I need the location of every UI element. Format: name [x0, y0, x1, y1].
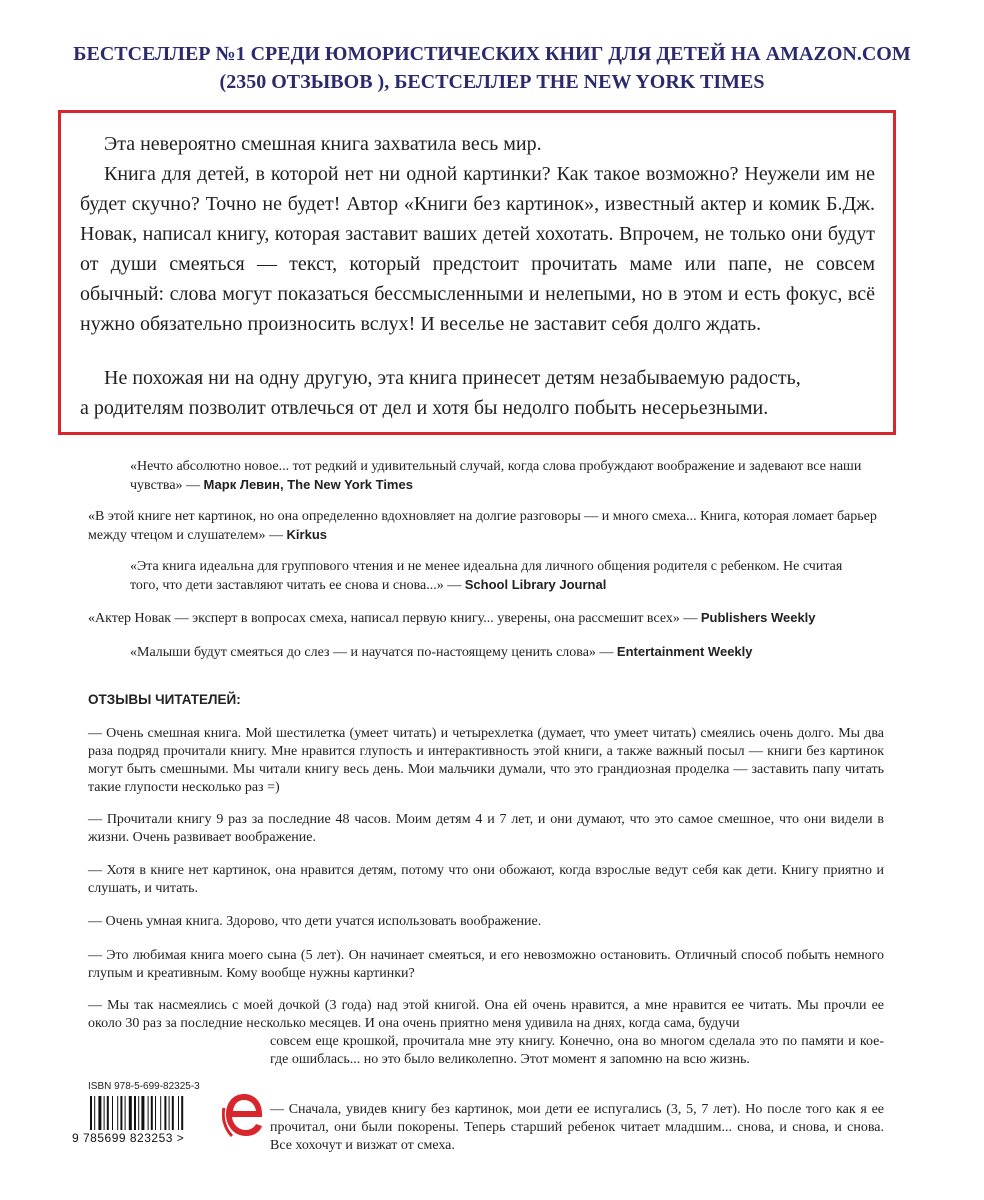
quote-nyt: «Нечто абсолютно новое... тот редкий и удивительный случай, когда слова пробуждают воображение и задевают все наши чувства» — Марк Левин, The New York Times [130, 459, 862, 493]
quote-publishers-weekly: «Актер Новак — эксперт в вопросах смеха, написал первую книгу... уверены, она рассмешит всех» — Publishers Weekly [88, 610, 816, 626]
description-paragraph-1: Эта невероятно смешная книга захватила весь мир. [104, 133, 542, 155]
quote-kirkus: «В этой книге нет картинок, но она определенно вдохновляет на долгие разговоры — и много смеха... Книга, которая ломает барьер между чтецом и слушателем» — Kirkus [88, 509, 877, 543]
reviews-heading: ОТЗЫВЫ ЧИТАТЕЛЕЙ: [88, 692, 241, 707]
quote-entertainment-weekly: «Малыши будут смеяться до слез — и научатся по-настоящему ценить слова» — Entertainment Weekly [130, 644, 753, 660]
barcode-bar [151, 1096, 153, 1130]
barcode-digits: 9 785699 823253 > [72, 1131, 185, 1145]
barcode-bar [98, 1096, 101, 1130]
description-paragraph-3: Не похожая ни на одну другую, эта книга принесет детям незабываемую радость, а родителям позволит отвлечься от дел и хотя бы недолго побыть несерьезными. [80, 367, 801, 419]
barcode-bar [134, 1096, 136, 1130]
barcode-bar [94, 1096, 95, 1130]
review-item-continued: совсем еще крошкой, прочитала мне эту книгу. Конечно, она во многом сделала это по памяти и кое-где ошиблась... но это было великолепно. Этот момент я запомню на всю жизнь. [270, 1034, 884, 1067]
review-item: — Прочитали книгу 9 раз за последние 48 часов. Моим детям 4 и 7 лет, и они думают, что это самое смешное, что они видели в жизни. Очень развивает воображение. [88, 812, 884, 845]
barcode-bar [120, 1096, 122, 1130]
barcode-bar [107, 1096, 109, 1130]
barcode-bar [129, 1096, 132, 1130]
barcode-bar [178, 1096, 179, 1130]
header-line-1: БЕСТСЕЛЛЕР №1 СРЕДИ ЮМОРИСТИЧЕСКИХ КНИГ ДЛЯ ДЕТЕЙ НА AMAZON.COM [73, 43, 911, 65]
review-item: — Очень умная книга. Здорово, что дети учатся использовать воображение. [88, 914, 542, 929]
barcode-bar [138, 1096, 139, 1130]
review-item: — Это любимая книга моего сына (5 лет). Он начинает смеяться, и его невозможно остановить. Отличный способ побыть немного глупым и креативным. Кому вообще нужны картинки? [88, 948, 884, 981]
barcode-bar [160, 1096, 161, 1130]
bestseller-header [0, 40, 984, 96]
barcode-bar [112, 1096, 113, 1130]
barcode-icon [88, 1096, 212, 1132]
barcode-bar [125, 1096, 126, 1130]
header-line-2: (2350 ОТЗЫВОВ ), БЕСТСЕЛЛЕР THE NEW YORK TIMES [219, 71, 765, 93]
review-item: — Очень смешная книга. Мой шестилетка (умеет читать) и четырехлетка (думает, что умеет читать) смеялись очень долго. Мы два раза подряд прочитали книгу. Мне нравится глупость и интерактивность этой книги, а также важный посыл — книги без картинок могут быть смешными. Мы читали книгу весь день. Мои мальчики думали, что это грандиозная проделка — заставить папу читать такие глупости несколько раз =) [88, 726, 884, 795]
barcode-bar [155, 1096, 156, 1130]
barcode-bar [169, 1096, 170, 1130]
publisher-e-logo-icon [222, 1086, 266, 1144]
barcode-bar [181, 1096, 183, 1130]
barcode-bar [117, 1096, 118, 1130]
barcode-bar [141, 1096, 144, 1130]
review-item: — Хотя в книге нет картинок, она нравится детям, потому что они обожают, когда взрослые ведут себя как дети. Книгу приятно и слушать, и читать. [88, 863, 884, 896]
review-item: — Мы так насмеялись с моей дочкой (3 года) над этой книгой. Она ей очень нравится, а мне нравится ее читать. Мы прочли ее около 30 раз за последние несколько месяцев. И она очень приятно меня удивила на днях, когда сама, будучи [88, 998, 884, 1031]
barcode-bar [164, 1096, 166, 1130]
quote-slj: «Эта книга идеальна для группового чтения и не менее идеальна для личного общения родителя с ребенком. Не считая того, что дети заставляют читать ее снова и снова...» — School Library Journal [130, 559, 843, 593]
barcode-bar [104, 1096, 105, 1130]
barcode-bar [148, 1096, 149, 1130]
description-paragraph-2: Книга для детей, в которой нет ни одной картинки? Как такое возможно? Неужели им не будет скучно? Точно не будет! Автор «Книги без картинок», известный актер и комик Б.Дж. Новак, написал книгу, которая заставит ваших детей хохотать. Впрочем, не только они будут от души смеяться — текст, который предстоит прочитать маме или папе, не совсем обычный: слова могут показаться бессмысленными и нелепыми, но в этом и есть фокус, всё нужно обязательно произносить вслух! И веселье не заставит себя долго ждать. [80, 163, 875, 335]
isbn-label: ISBN 978-5-699-82325-3 [88, 1081, 200, 1092]
barcode-bar [90, 1096, 92, 1130]
review-item: — Сначала, увидев книгу без картинок, мои дети ее испугались (3, 5, 7 лет). Но после того как я ее прочитал, они были покорены. Теперь старший ребенок читает младшим... снова, и снова, и снова. Все хохочут и визжат от смеха. [270, 1102, 884, 1153]
barcode-bar [172, 1096, 174, 1130]
